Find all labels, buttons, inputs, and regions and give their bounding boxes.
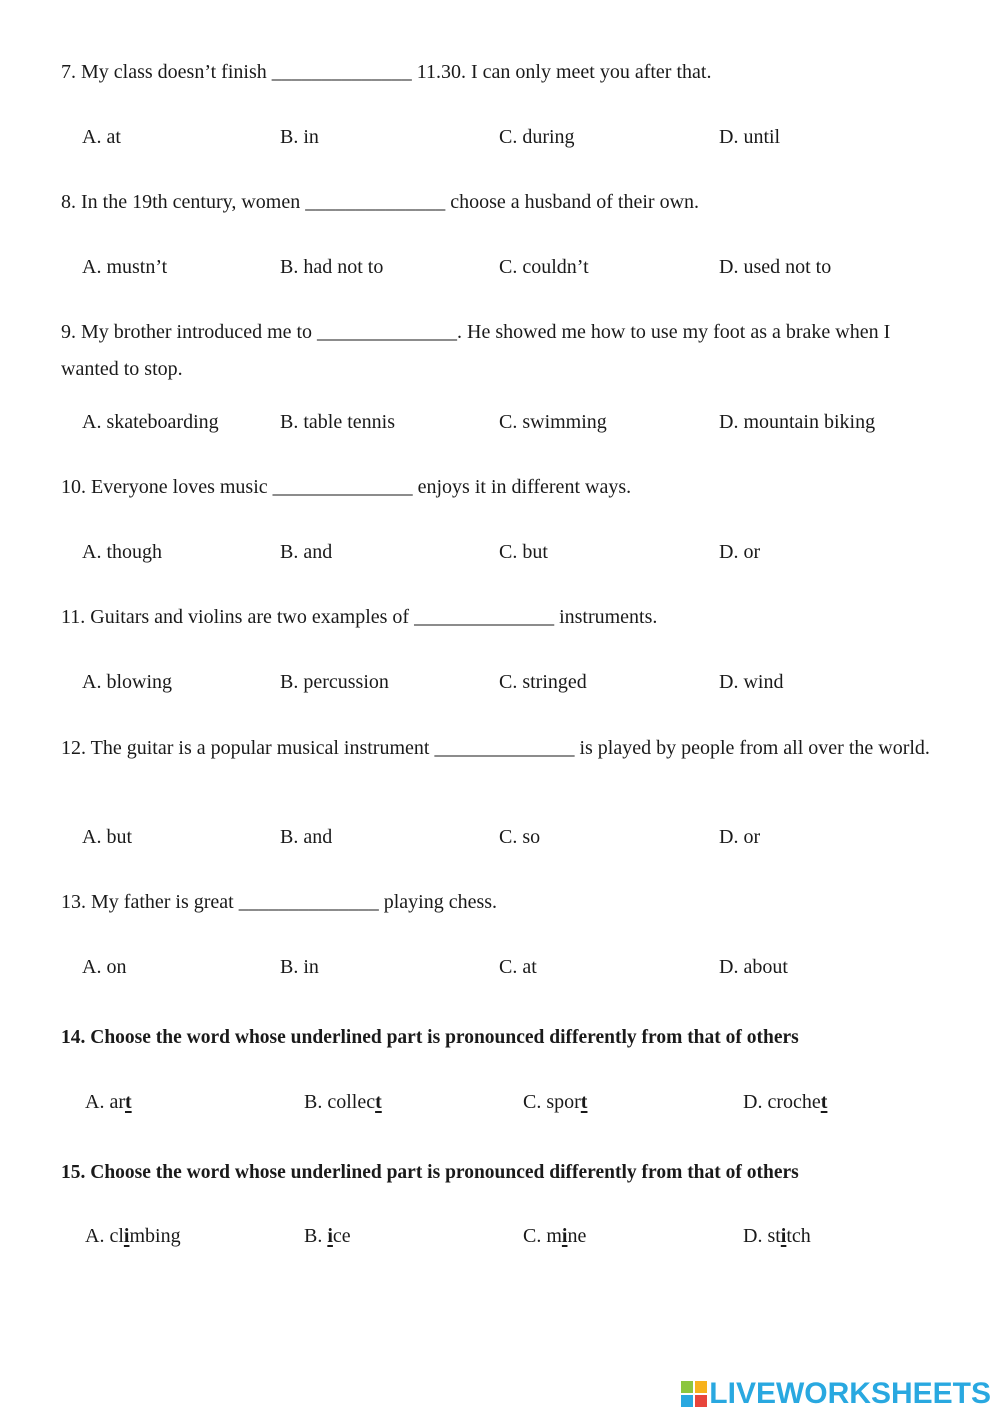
option-9a[interactable]: A. skateboarding (82, 411, 219, 433)
option-10a[interactable]: A. though (82, 541, 162, 563)
question-12-text: 12. The guitar is a popular musical instrument ______________ is played by people from all over the world. (61, 737, 930, 759)
option-13d[interactable]: D. about (719, 956, 788, 978)
liveworksheets-logo[interactable] (681, 1379, 991, 1409)
question-8-options (0, 256, 1000, 286)
option-13a[interactable]: A. on (82, 956, 127, 978)
option-7d[interactable]: D. until (719, 126, 781, 148)
option-12b[interactable]: B. and (280, 826, 333, 848)
option-9b[interactable]: B. table tennis (280, 411, 395, 433)
question-13-text: 13. My father is great ______________ playing chess. (61, 891, 498, 913)
option-14c[interactable]: C. sport (523, 1091, 588, 1113)
option-14a[interactable]: A. art (85, 1091, 132, 1113)
option-8c[interactable]: C. couldn’t (499, 256, 589, 278)
option-11a[interactable]: A. blowing (82, 671, 172, 693)
option-11c[interactable]: C. stringed (499, 671, 587, 693)
option-15d[interactable]: D. stitch (743, 1225, 811, 1247)
option-8d[interactable]: D. used not to (719, 256, 832, 278)
option-7b[interactable]: B. in (280, 126, 319, 148)
option-15a[interactable]: A. climbing (85, 1225, 181, 1247)
underlined-letter: t (375, 1091, 382, 1113)
option-15b[interactable]: B. ice (304, 1225, 351, 1247)
question-7-options (0, 126, 1000, 156)
question-11-options (0, 671, 1000, 701)
option-10b[interactable]: B. and (280, 541, 333, 563)
question-10-options (0, 541, 1000, 571)
question-14-text: 14. Choose the word whose underlined part is pronounced differently from that of others (61, 1027, 799, 1048)
question-8-text: 8. In the 19th century, women ______________ choose a husband of their own. (61, 191, 700, 213)
underlined-letter: t (580, 1091, 588, 1113)
option-9d[interactable]: D. mountain biking (719, 411, 876, 433)
question-14-options (0, 1091, 1000, 1121)
underlined-letter: i (780, 1225, 787, 1247)
question-10-text: 10. Everyone loves music ______________ enjoys it in different ways. (61, 476, 632, 498)
option-12a[interactable]: A. but (82, 826, 132, 848)
underlined-letter: i (327, 1225, 333, 1247)
brand-name: LIVEWORKSHEETS (709, 1377, 991, 1410)
option-14b[interactable]: B. collect (304, 1091, 382, 1113)
option-11d[interactable]: D. wind (719, 671, 784, 693)
question-12-options (0, 826, 1000, 856)
option-13c[interactable]: C. at (499, 956, 537, 978)
option-10c[interactable]: C. but (499, 541, 548, 563)
option-13b[interactable]: B. in (280, 956, 319, 978)
question-9-options (0, 411, 1000, 441)
question-9-text: 9. My brother introduced me to ______________. He showed me how to use my foot as a brake when I wanted to stop. (61, 321, 891, 380)
question-15-text: 15. Choose the word whose underlined part is pronounced differently from that of others (61, 1162, 799, 1183)
underlined-letter: t (820, 1091, 828, 1113)
option-7a[interactable]: A. at (82, 126, 121, 148)
option-12d[interactable]: D. or (719, 826, 761, 848)
question-13-options (0, 956, 1000, 986)
question-15-options (0, 1225, 1000, 1255)
question-7-text: 7. My class doesn’t finish ______________ 11.30. I can only meet you after that. (61, 61, 712, 83)
option-8b[interactable]: B. had not to (280, 256, 384, 278)
option-7c[interactable]: C. during (499, 126, 575, 148)
liveworksheets-logo-icon (681, 1381, 707, 1407)
underlined-letter: i (561, 1225, 568, 1247)
option-11b[interactable]: B. percussion (280, 671, 389, 693)
option-12c[interactable]: C. so (499, 826, 541, 848)
option-9c[interactable]: C. swimming (499, 411, 607, 433)
option-15c[interactable]: C. mine (523, 1225, 587, 1247)
question-11-text: 11. Guitars and violins are two examples of ______________ instruments. (61, 606, 658, 628)
option-14d[interactable]: D. crochet (743, 1091, 828, 1113)
underlined-letter: i (123, 1225, 130, 1247)
underlined-letter: t (124, 1091, 132, 1113)
option-8a[interactable]: A. mustn’t (82, 256, 168, 278)
option-10d[interactable]: D. or (719, 541, 761, 563)
